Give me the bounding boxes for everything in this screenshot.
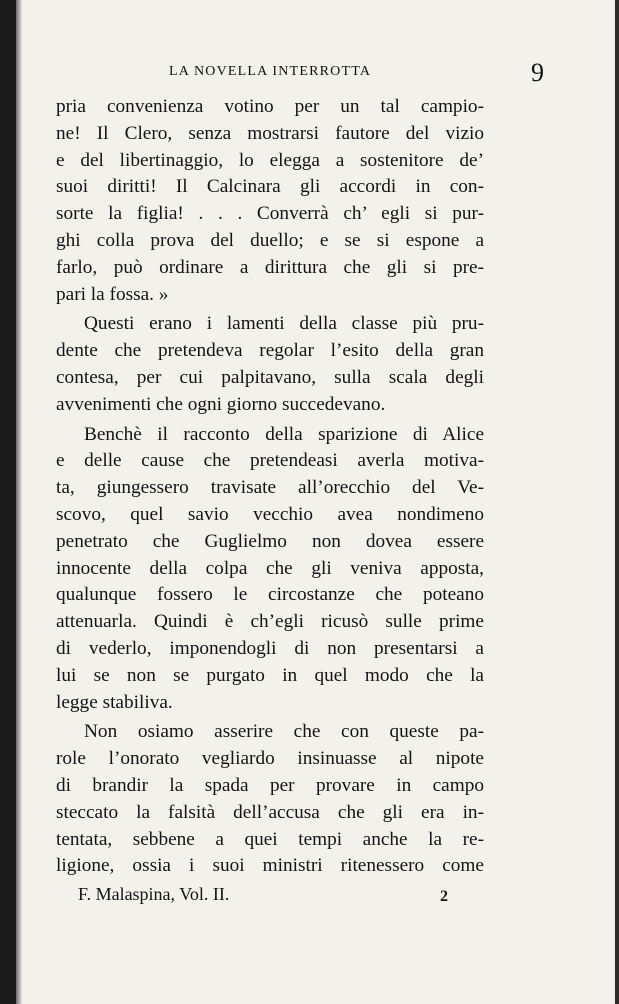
paragraph [56,94,484,308]
text-line: di brandir la spada per provare in campo [56,774,484,796]
gutter-gradient [16,0,22,1004]
text-line: tentata, sebbene a quei tempi anche la re- [56,828,484,850]
text-line: ta, giungessero travisate all’orecchio del Ve- [56,477,484,499]
text-line: steccato la falsità dell’accusa che gli era in- [56,801,484,823]
text-line: Benchè il racconto della sparizione di Alice [84,423,484,445]
page-number: 9 [531,58,544,87]
text-line: ligione, ossia i suoi ministri ritenessero come [56,855,484,877]
running-head-title: LA NOVELLA INTERROTTA [169,64,372,79]
text-line: farlo, può ordinare a dirittura che gli si pre- [56,256,484,278]
text-line: e del libertinaggio, lo elegga a sostenitore de’ [56,149,484,171]
text-line: Non osiamo asserire che con queste pa- [84,721,484,743]
signature-mark: 2 [440,888,448,905]
paragraph [56,311,484,418]
text-line: dente che pretendeva regolar l’esito della gran [56,340,484,362]
text-line: lui se non se purgato in quel modo che la [56,664,484,686]
text-line: Questi erano i lamenti della classe più pru- [84,313,484,335]
text-line: avvenimenti che ogni giorno succedevano. [56,393,386,415]
page-edge [615,0,619,1004]
text-line: contesa, per cui palpitavano, sulla scala degli [56,366,484,388]
running-head [56,58,552,94]
book-spine-shadow [0,0,16,1004]
text-line: pria convenienza votino per un tal campio- [56,96,484,117]
text-line: di vederlo, imponendogli di non presentarsi a [56,637,484,659]
signature-line: F. Malaspina, Vol. II. [78,884,230,904]
text-line: e delle cause che pretendeasi averla motiva- [56,450,484,472]
text-line: pari la fossa. » [56,283,169,305]
text-line: innocente della colpa che gli veniva apposta, [56,557,484,579]
body-text [56,94,484,880]
text-line: ghi colla prova del duello; e se si espone a [56,229,484,251]
page-footer [56,882,484,912]
text-line: attenuarla. Quindi è ch’egli ricusò sulle prime [56,611,484,633]
text-line: suoi diritti! Il Calcinara gli accordi in con- [56,176,484,198]
paragraph [56,719,484,880]
text-line: penetrato che Guglielmo non dovea essere [56,530,484,552]
paragraph [56,422,484,717]
text-line: role l’onorato vegliardo insinuasse al nipote [56,748,484,770]
text-line: qualunque fossero le circostanze che poteano [56,584,484,606]
text-line: scovo, quel savio vecchio avea nondimeno [56,503,484,525]
text-line: legge stabiliva. [56,691,173,713]
text-line: sorte la figlia! . . . Converrà ch’ egli si pur- [56,203,484,225]
text-line: ne! Il Clero, senza mostrarsi fautore del vizio [56,122,484,144]
